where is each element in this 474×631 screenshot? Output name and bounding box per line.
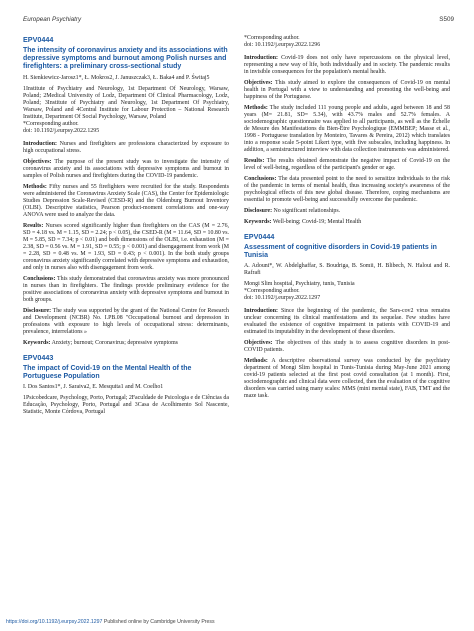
objectives-label: Objectives:: [244, 340, 273, 347]
keywords-label: Keywords:: [244, 219, 272, 225]
objectives-text: This study aimed to explore the consequences of Covid-19 on mental health in Portugal with a view to understanding and promoting the well-being and happiness of the Portuguese.: [244, 80, 450, 100]
authors: H. Sienkiewicz-Jarosz1*, Ł. Mokros2, J. Januszczak3, Ł. Baka4 and P. Świtaj5: [23, 74, 210, 81]
methods-label: Methods:: [23, 183, 47, 190]
disclosure-paragraph: [244, 208, 450, 215]
right-column: [244, 35, 450, 404]
conclusions-label: Conclusions:: [244, 176, 277, 182]
abstract-code: EPV0443: [23, 352, 54, 362]
conclusions-text: The data presented point to the need to sensitize individuals to the risk of the pandemic in terms of mental health, thus increasing society's awareness of the psychological effects of this new global disease. Therefore, coping mechanisms are essential to promote well-being and successfully overcome the pandemic.: [244, 176, 450, 203]
introduction-text: Covid-19 does not only have repercussions on the physical level, representing a new way of life, both individually and in society. The pandemic results in invisible consequences for the population's mental health.: [244, 55, 450, 75]
disclosure-paragraph: [23, 308, 229, 336]
methods-paragraph: [244, 358, 450, 400]
results-text: Nurses scored significantly higher than firefighters on the CAS (M = 2.76, SD = 4.18 vs. M = 1.15, SD = 2.24; p < 0.05), the CSED-R (M = 11.64, SD = 10.80 vs. M = 5.85, SD = 7.34; p < 0.01) and both dimensions of the OLBI, i.e. exhaustion (M = 2.38, SD = 0.56 vs. M = 1.91, SD = 0.55; p < 0.001) and disengagement from work (M = 2.28, SD = 0.48 vs. M = 1.93, SD = 0.43; p < 0.001). In the both study groups coronavirus anxiety significantly correlated with depressive symptoms and exhaustion, and only in nurses also with disengagement from work.: [23, 222, 229, 271]
results-label: Results:: [23, 222, 44, 229]
introduction-paragraph: [244, 308, 450, 336]
methods-label: Methods:: [244, 358, 268, 365]
disclosure-text: No significant relationships.: [272, 208, 341, 214]
footer: [6, 619, 215, 625]
affiliations: 1Psicobedcare, Psychology, Porto, Portugal; 2Faculdade de Psicologia e de Ciências da Educação, Psychology, Porto, Portugal and 3Casa de Acolhimento Sol Nascente, Statistic, Monte Córdova, Portugal: [23, 395, 229, 416]
conclusions-label: Conclusions:: [23, 275, 56, 282]
introduction-label: Introduction:: [23, 140, 57, 147]
disclosure-text: The study was supported by the grant of the National Centre for Research and Development (NCBR) No. I.PB.08 "Occupational burnout and depression in professions with exposure to high levels of occupational stress: determinants, prevalence, interrelations »: [23, 307, 229, 335]
conclusions-text: This study demonstrated that coronavirus anxiety was more pronounced in nurses than in firefighters. The findings provide preliminary evidence for the positive associations of coronavirus anxiety with depressive symptoms and burnout in both groups.: [23, 275, 229, 303]
introduction-label: Introduction:: [244, 55, 278, 61]
objectives-text: The purpose of the present study was to investigate the intensity of coronavirus anxiety and its associations with depressive symptoms and burnout in samples of Polish nurses and firefighters during the COVID-19 pandemic.: [23, 158, 229, 179]
doi[interactable]: doi: 10.1192/j.eurpsy.2022.1295: [23, 127, 100, 134]
results-label: Results:: [244, 158, 265, 164]
introduction-text: Nurses and firefighters are professions characterized by exposure to high occupational stress.: [23, 140, 229, 154]
methods-paragraph: [23, 184, 229, 219]
introduction-paragraph: [23, 141, 229, 155]
keywords-label: Keywords:: [23, 339, 51, 346]
conclusions-paragraph: [244, 176, 450, 204]
objectives-label: Objectives:: [23, 158, 52, 165]
doi[interactable]: doi: 10.1192/j.eurpsy.2022.1296: [244, 42, 321, 48]
abstract-code: EPV0444: [23, 35, 54, 44]
methods-text: The study included 111 young people and adults, aged between 18 and 58 years (M= 21.81, SD= 5.34), with 43.7% males and 52.7% females. A sociodemographic questionnaire was applied to all participants, as well as the Échelle de Mesure des Manifestations du Bien-Être Psychologique (EMMBEP; Masse et al., 1998 - Portuguese translation by Monteiro, Tavares & Pereira, 2012) which translates into a response scale 5-point Likert type, with five subscales, including happiness. In addition, a semistructured interview with data collection instruments was administered.: [244, 105, 450, 153]
results-paragraph: [23, 223, 229, 272]
methods-label: Methods:: [244, 105, 268, 111]
doi[interactable]: doi: 10.1192/j.eurpsy.2022.1297: [244, 295, 321, 302]
methods-text: A descriptive observational survey was conducted by the psychiatry department of Mongi Slim hospital in Tunis-Tunisia during May-June 2021 among covid-19 patients selected at the first post covid consultation (at 1 month). First, sociodemographic and clinical data were collected, then the evaluation of the cognitive disorders was carried using many scales: MMS (mini mental state), FAB, TMT and the maze task.: [244, 358, 450, 400]
abstract-code: EPV0444: [244, 232, 275, 241]
abstract-title: Assessment of cognitive disorders in Covid-19 patients in Tunisia: [244, 244, 437, 260]
introduction-text: Since the beginning of the pandemic, the Sars-cov2 virus remains unclear concerning its clinical manifestations and its sequelae. Few studies have evaluated the existence of cognitive impairment in patients with COVID-19 and estimated its imputability in the development of these disorders.: [244, 308, 450, 336]
authors: A. Adouni*, W. Abdelghaffar, S. Boudriga, B. Somii, H. Blibech, N. Haloui and R. Rafrafi: [244, 263, 450, 277]
objectives-paragraph: [244, 340, 450, 354]
authors: I. Dos Santos1*, J. Saraiva2, E. Mesquita1 and M. Coelho1: [23, 384, 164, 391]
left-column: [23, 35, 229, 420]
disclosure-label: Disclosure:: [23, 307, 52, 314]
introduction-paragraph: [244, 55, 450, 76]
methods-paragraph: [244, 105, 450, 154]
keywords-text: Anxiety; burnout; Coronavirus; depressive symptoms: [50, 339, 178, 346]
methods-text: Fifty nurses and 55 firefighters were recruited for the study. Respondents were administered the Coronavirus Anxiety Scale (CAS), the Center for Epidemiologic Studies Depression Scale-Revised (CESD-R) and the Oldenburg Burnout Inventory (OLBI). Descriptive statistics, Pearson product-moment correlations and one-way ANOVA were used to analyze the data.: [23, 183, 229, 218]
keywords-paragraph: [23, 340, 229, 347]
objectives-paragraph: [23, 159, 229, 180]
disclosure-label: Disclosure:: [244, 208, 273, 214]
affiliations: Mongi Slim hospital, Psychiatry, tunis, Tunisia: [244, 281, 355, 288]
abstract-title: The impact of Covid-19 on the Mental Health of the Portuguese Population: [23, 364, 192, 380]
results-text: The results obtained demonstrate the negative impact of Covid-19 on the level of well-being, regardless of the participant's gender or age.: [244, 158, 450, 171]
objectives-text: The objectives of this study is to assess cognitive disorders in post-COVID patients.: [244, 340, 450, 354]
affiliations: 1Institute of Psychiatry and Neurology, 1st Department Of Neurology, Warsaw, Poland; 2Medical University of Lodz, Department Of Clinical Pharmacology, Lodz, Poland; 3Institute of Psychiatry and Neurology, 1st Department Of Psychiatry, Warsaw, Poland and 4Central Institute for Labour Protection – National Research Institute, Department Of Social Psychology, Warsaw, Poland: [23, 85, 229, 120]
corresponding-author: *Corresponding author.: [244, 35, 300, 41]
footer-publisher-text: Published online by Cambridge University Press: [102, 619, 215, 625]
footer-doi-link[interactable]: https://doi.org/10.1192/j.eurpsy.2022.1297: [6, 619, 103, 625]
introduction-label: Introduction:: [244, 308, 278, 315]
journal-name: European Psychiatry: [23, 16, 82, 23]
page-number: S509: [439, 16, 454, 23]
corresponding-author: *Corresponding author.: [23, 120, 79, 127]
results-paragraph: [244, 158, 450, 172]
corresponding-author: *Corresponding author.: [244, 288, 300, 295]
objectives-label: Objectives:: [244, 80, 273, 86]
keywords-paragraph: [244, 219, 450, 226]
conclusions-paragraph: [23, 276, 229, 304]
abstract-title: The intensity of coronavirus anxiety and its associations with depressive symptoms and burnout among Polish nurses and firefighters: a preliminary cross-sectional study: [23, 47, 228, 71]
objectives-paragraph: [244, 80, 450, 101]
keywords-text: Well-being; Covid-19; Mental Health: [271, 219, 362, 225]
